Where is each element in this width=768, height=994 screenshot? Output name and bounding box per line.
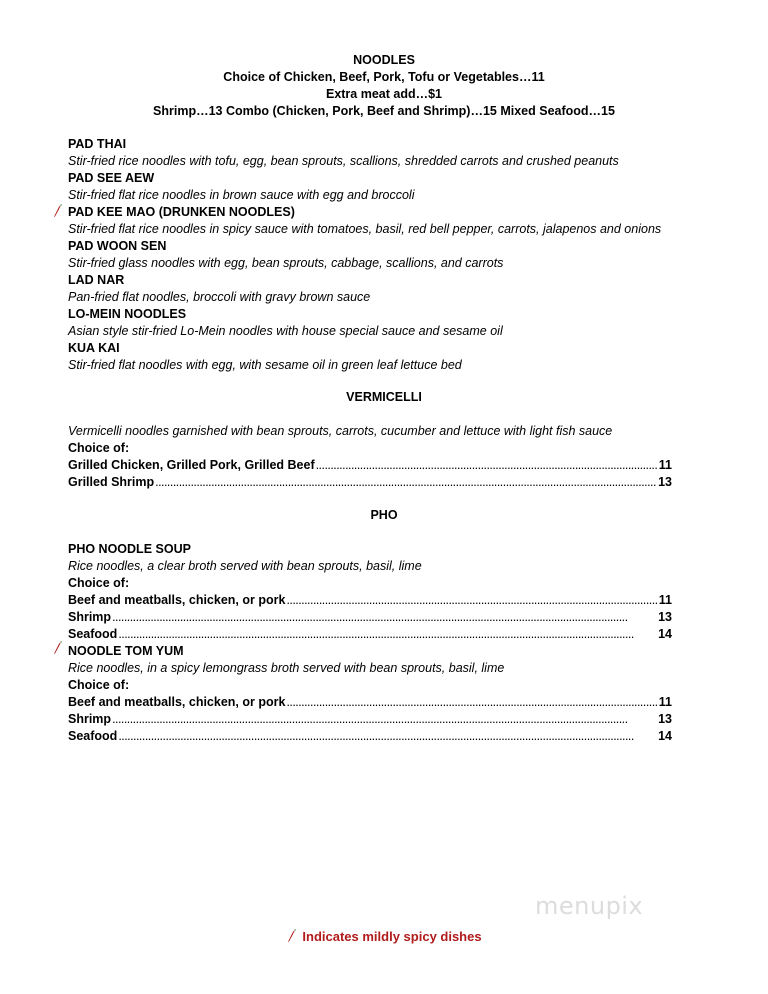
choice-label: Choice of: <box>68 678 130 692</box>
spicy-legend-text: Indicates mildly spicy dishes <box>302 929 482 944</box>
pho-section <box>68 541 672 745</box>
item-description: Stir-fried glass noodles with egg, bean sprouts, cabbage, scallions, and carrots <box>68 256 504 270</box>
vermicelli-heading: VERMICELLI <box>346 390 422 404</box>
leader-dots <box>118 626 657 643</box>
item-description: Asian style stir-fried Lo-Mein noodles with house special sauce and sesame oil <box>68 324 503 338</box>
leader-dots <box>286 694 657 711</box>
vermicelli-section <box>68 423 672 491</box>
pho-heading: PHO <box>370 508 398 522</box>
leader-dots <box>118 728 657 745</box>
item-description: Stir-fried flat rice noodles in brown sauce with egg and broccoli <box>68 188 415 202</box>
option-price: 14 <box>658 729 672 743</box>
noodles-extra-meat: Extra meat add…$1 <box>325 87 443 101</box>
vermicelli-description: Vermicelli noodles garnished with bean sprouts, carrots, cucumber and lettuce with light fish sauce <box>68 424 613 438</box>
item-description: Stir-fried rice noodles with tofu, egg, bean sprouts, scallions, shredded carrots and crushed peanuts <box>68 154 619 168</box>
item-name: PAD WOON SEN <box>68 239 167 253</box>
choice-label: Choice of: <box>68 441 130 455</box>
option-price: 11 <box>658 458 672 472</box>
item-name: NOODLE TOM YUM <box>68 644 184 658</box>
option-label: Grilled Shrimp <box>68 475 155 489</box>
menu-item <box>68 170 672 204</box>
menupix-watermark: menupix <box>535 892 644 920</box>
option-price: 13 <box>658 475 672 489</box>
menu-item <box>68 340 672 374</box>
menu-item <box>68 204 672 238</box>
menu-item <box>68 272 672 306</box>
option-label: Seafood <box>68 729 118 743</box>
leader-dots <box>112 609 657 626</box>
item-description: Rice noodles, in a spicy lemongrass broth served with bean sprouts, basil, lime <box>68 661 505 675</box>
noodles-heading: NOODLES <box>353 53 415 67</box>
item-name: KUA KAI <box>68 341 120 355</box>
option-price: 13 <box>658 712 672 726</box>
leader-dots <box>286 592 657 609</box>
chili-pepper-icon <box>53 204 63 218</box>
option-label: Grilled Chicken, Grilled Pork, Grilled Beef <box>68 458 315 472</box>
chili-pepper-icon <box>286 929 298 943</box>
option-label: Beef and meatballs, chicken, or pork <box>68 695 286 709</box>
price-line <box>68 711 672 728</box>
menu-item <box>68 136 672 170</box>
item-name: LO-MEIN NOODLES <box>68 307 187 321</box>
price-line <box>68 728 672 745</box>
leader-dots <box>112 711 657 728</box>
noodles-upgrade-prices: Shrimp…13 Combo (Chicken, Pork, Beef and Shrimp)…15 Mixed Seafood…15 <box>153 104 615 118</box>
option-label: Beef and meatballs, chicken, or pork <box>68 593 286 607</box>
leader-dots <box>155 474 657 491</box>
price-line <box>68 609 672 626</box>
choice-label: Choice of: <box>68 576 130 590</box>
price-line <box>68 626 672 643</box>
option-price: 11 <box>658 593 672 607</box>
item-name: PAD KEE MAO (DRUNKEN NOODLES) <box>68 205 295 219</box>
menu-item <box>68 306 672 340</box>
price-line <box>68 592 672 609</box>
price-line <box>68 457 672 474</box>
item-name: PHO NOODLE SOUP <box>68 542 191 556</box>
option-price: 14 <box>658 627 672 641</box>
option-label: Seafood <box>68 627 118 641</box>
noodles-base-price: Choice of Chicken, Beef, Pork, Tofu or Vegetables…11 <box>223 70 545 84</box>
item-description: Stir-fried flat noodles with egg, with sesame oil in green leaf lettuce bed <box>68 358 462 372</box>
option-label: Shrimp <box>68 712 112 726</box>
item-name: LAD NAR <box>68 273 125 287</box>
menu-item <box>68 238 672 272</box>
item-description: Stir-fried flat rice noodles in spicy sauce with tomatoes, basil, red bell pepper, carrots, jalapenos and onions <box>68 222 662 236</box>
option-price: 13 <box>658 610 672 624</box>
leader-dots <box>316 457 658 474</box>
item-name: PAD SEE AEW <box>68 171 155 185</box>
price-line <box>68 474 672 491</box>
chili-pepper-icon <box>53 641 63 655</box>
price-line <box>68 694 672 711</box>
spicy-legend <box>0 928 768 945</box>
option-price: 11 <box>658 695 672 709</box>
item-name: PAD THAI <box>68 137 127 151</box>
item-description: Rice noodles, a clear broth served with bean sprouts, basil, lime <box>68 559 422 573</box>
noodles-list <box>68 136 672 374</box>
option-label: Shrimp <box>68 610 112 624</box>
item-description: Pan-fried flat noodles, broccoli with gravy brown sauce <box>68 290 371 304</box>
